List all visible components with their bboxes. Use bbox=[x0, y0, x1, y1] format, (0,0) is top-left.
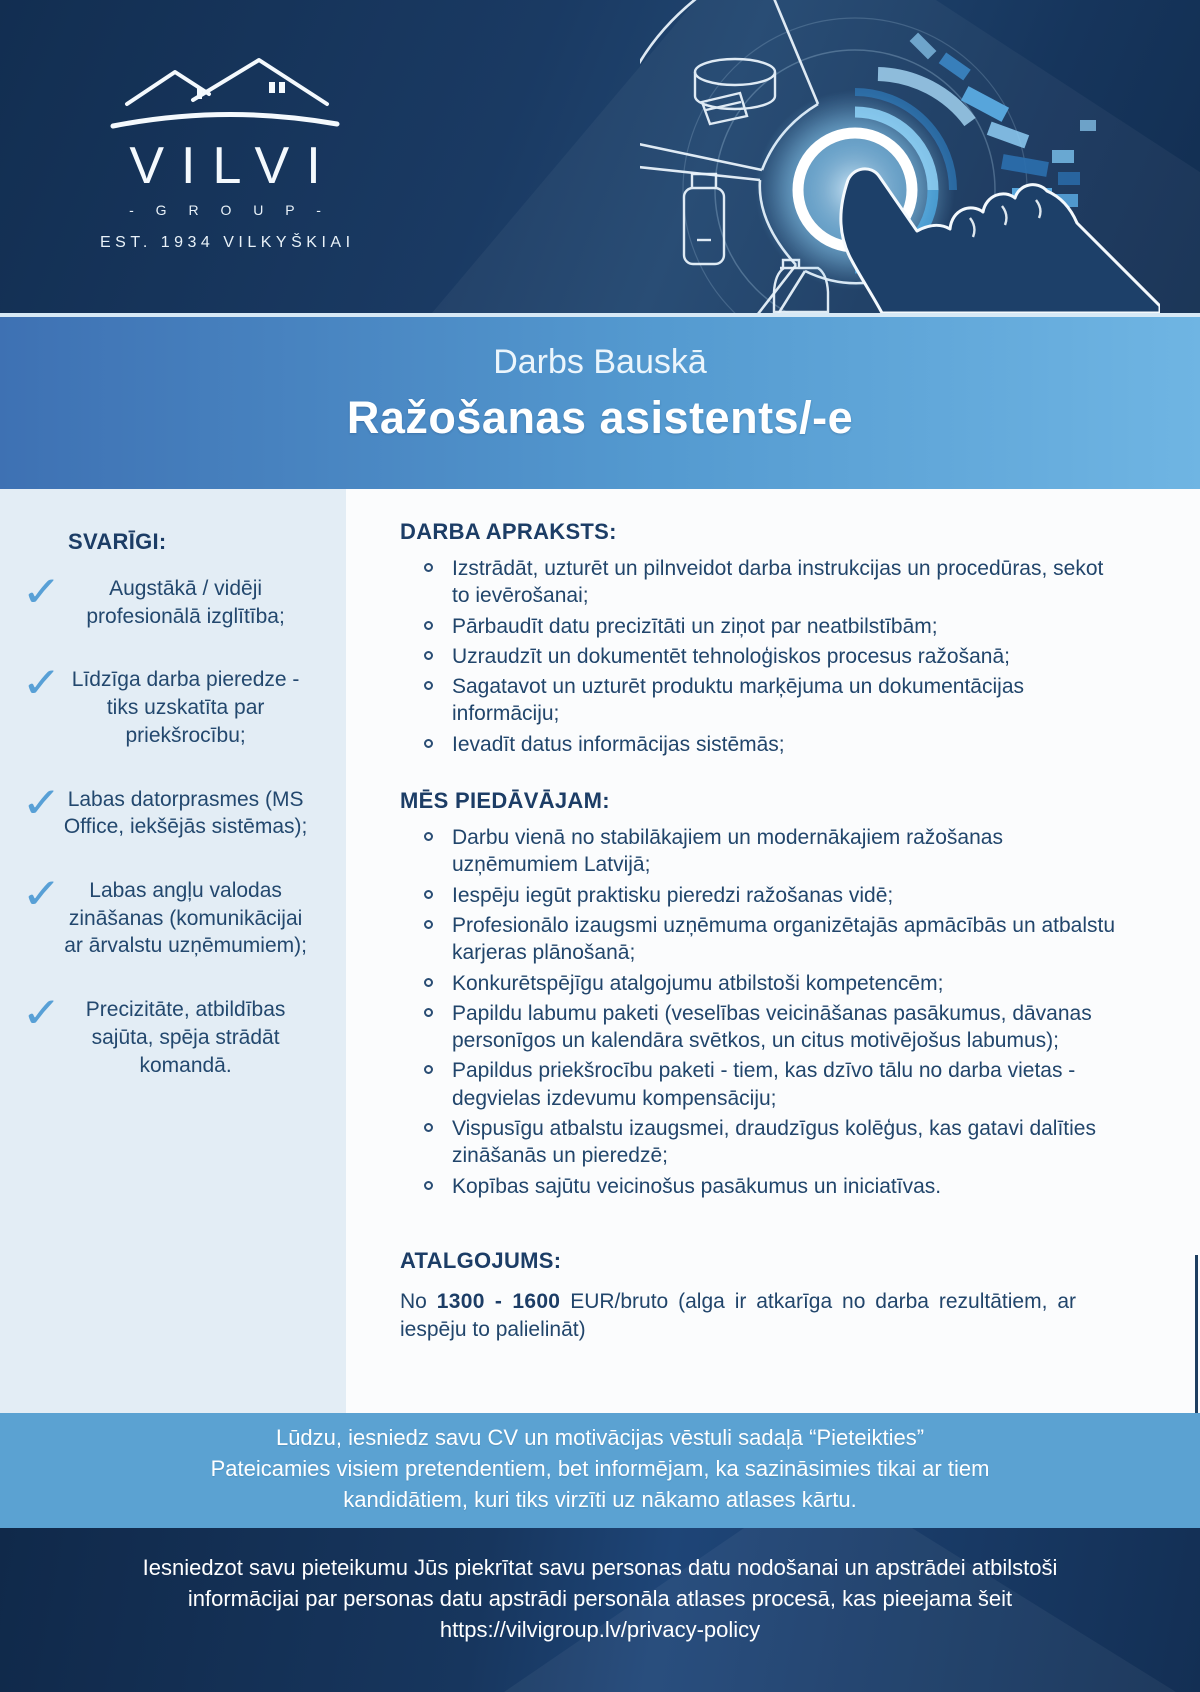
main-column bbox=[346, 489, 1200, 1413]
circle-bullet-icon bbox=[424, 739, 433, 748]
sidebar-heading: SVARĪGI: bbox=[68, 529, 167, 554]
circle-bullet-icon bbox=[424, 920, 433, 929]
list-item bbox=[418, 1057, 1130, 1112]
list-item-text: Konkurētspējīgu atalgojumu atbilstoši kompetencēm; bbox=[452, 971, 944, 995]
hero-subtitle: Darbs Bauskā bbox=[493, 343, 707, 381]
circle-bullet-icon bbox=[424, 563, 433, 572]
requirement-item bbox=[21, 659, 322, 749]
requirement-text: Labas datorprasmes (MS Office, iekšējās sistēmas); bbox=[63, 787, 308, 839]
list-item bbox=[418, 912, 1130, 967]
list-item-text: Papildu labumu paketi (veselības veicināšanas pasākumus, dāvanas personīgos un kalendāra svētkos, un citus motivējošus labumus); bbox=[452, 1001, 1092, 1053]
we-offer-list bbox=[418, 824, 1130, 1200]
requirement-item bbox=[21, 989, 322, 1079]
check-icon: ✓ bbox=[21, 870, 63, 918]
list-item-text: Vispusīgu atbalstu izaugsmei, draudzīgus kolēģus, kas gatavi dalīties zināšanās un pieredzē; bbox=[452, 1117, 1096, 1168]
requirement-text: Augstākā / vidēji profesionālā izglītība; bbox=[86, 577, 285, 628]
salary-suffix: EUR/bruto (alga ir atkarīga no darba rezultātiem, ar iespēju to palielināt) bbox=[400, 1289, 1076, 1342]
list-item-text: Ievadīt datus informācijas sistēmās; bbox=[452, 732, 785, 756]
circle-bullet-icon bbox=[424, 681, 433, 690]
list-item-text: Papildus priekšrocību paketi - tiem, kas dzīvo tālu no darba vietas - degvielas izdevumu kompensāciju; bbox=[452, 1059, 1076, 1110]
check-icon: ✓ bbox=[21, 778, 63, 826]
circle-bullet-icon bbox=[424, 651, 433, 660]
cheese-icon bbox=[695, 59, 775, 124]
circle-bullet-icon bbox=[424, 978, 433, 987]
list-item-text: Profesionālo izaugsmi uzņēmuma organizētajās apmācībās un atbalstu karjeras plānošanā; bbox=[452, 913, 1116, 965]
circle-bullet-icon bbox=[424, 1123, 433, 1132]
list-item-text: Iespēju iegūt praktisku pieredzi ražošanas vidē; bbox=[452, 883, 894, 907]
list-item bbox=[418, 970, 1130, 997]
requirement-text: Līdzīga darba pieredze - tiks uzskatīta par priekšrocību; bbox=[71, 668, 300, 747]
job-description-heading: DARBA APRAKSTS: bbox=[400, 519, 617, 544]
list-item-text: Izstrādāt, uzturēt un pilnveidot darba instrukcijas un procedūras, sekot to ievērošanai; bbox=[452, 557, 1104, 608]
job-description-list bbox=[418, 555, 1130, 758]
page-title: Ražošanas asistents/-e bbox=[346, 392, 854, 443]
list-item-text: Kopības sajūtu veicinošus pasākumus un iniciatīvas. bbox=[452, 1174, 942, 1198]
circle-bullet-icon bbox=[424, 1181, 433, 1190]
check-icon: ✓ bbox=[21, 989, 63, 1037]
job-description-section bbox=[400, 519, 1130, 758]
hero-banner bbox=[0, 317, 1200, 489]
header bbox=[0, 0, 1200, 313]
circle-bullet-icon bbox=[424, 1008, 433, 1017]
logo-roof-icon bbox=[109, 52, 341, 134]
list-item bbox=[418, 673, 1130, 728]
list-item bbox=[418, 1173, 1130, 1200]
list-item bbox=[418, 1115, 1130, 1170]
apply-line-2: Pateicamies visiem pretendentiem, bet informējam, ka sazināsimies tikai ar tiem kandidātiem, kuri tiks virzīti uz nākamo atlases kārtu. bbox=[210, 1456, 990, 1513]
apply-line-1: Lūdzu, iesniedz savu CV un motivācijas vēstuli sadaļā “Pieteikties” bbox=[275, 1425, 925, 1450]
page-edge-line bbox=[1195, 1255, 1198, 1413]
list-item-text: Uzraudzīt un dokumentēt tehnoloģiskos procesus ražošanā; bbox=[452, 644, 1010, 668]
list-item bbox=[418, 643, 1130, 670]
privacy-text bbox=[90, 1552, 1110, 1646]
requirement-item bbox=[21, 870, 322, 960]
privacy-policy-link[interactable]: https://vilvigroup.lv/privacy-policy bbox=[439, 1617, 761, 1643]
logo-brand-text: VILVI bbox=[129, 137, 338, 195]
check-icon: ✓ bbox=[21, 659, 63, 707]
list-item bbox=[418, 731, 1130, 758]
requirements-sidebar bbox=[0, 489, 346, 1413]
check-icon: ✓ bbox=[21, 568, 63, 615]
apply-banner bbox=[0, 1413, 1200, 1528]
we-offer-heading: MĒS PIEDĀVĀJAM: bbox=[400, 788, 610, 814]
salary-prefix: No bbox=[400, 1289, 427, 1313]
logo-est-text: EST. 1934 VILKYŠKIAI bbox=[99, 234, 355, 251]
circle-bullet-icon bbox=[424, 1065, 433, 1074]
vilvi-logo bbox=[95, 52, 355, 252]
salary-heading: ATALGOJUMS: bbox=[400, 1247, 562, 1273]
circle-bullet-icon bbox=[424, 832, 433, 841]
list-item bbox=[418, 882, 1130, 909]
circle-bullet-icon bbox=[424, 890, 433, 899]
list-item-text: Sagatavot un uzturēt produktu marķējuma un dokumentācijas informāciju; bbox=[452, 675, 1024, 726]
requirement-text: Labas angļu valodas zināšanas (komunikācijai ar ārvalstu uzņēmumiem); bbox=[64, 879, 307, 958]
list-item bbox=[418, 1000, 1130, 1055]
list-item-text: Darbu vienā no stabilākajiem un modernākajiem ražošanas uzņēmumiem Latvijā; bbox=[452, 826, 1003, 877]
requirement-item bbox=[21, 778, 322, 841]
we-offer-section bbox=[400, 788, 1130, 1200]
salary-range: 1300 - 1600 bbox=[436, 1289, 561, 1313]
pointing-hand bbox=[841, 169, 1160, 313]
circle-bullet-icon bbox=[424, 621, 433, 630]
requirement-item bbox=[21, 568, 322, 630]
content bbox=[0, 489, 1200, 1413]
list-item bbox=[418, 613, 1130, 640]
requirements-list bbox=[21, 568, 322, 1079]
requirement-text: Precizitāte, atbildības sajūta, spēja strādāt komandā. bbox=[85, 998, 286, 1077]
list-item bbox=[418, 555, 1130, 610]
salary-section bbox=[400, 1248, 1130, 1345]
privacy-banner bbox=[0, 1528, 1200, 1692]
touch-wheel-illustration bbox=[640, 0, 1160, 313]
list-item-text: Pārbaudīt datu precizītāti un ziņot par neatbilstībām; bbox=[452, 614, 938, 638]
salary-text bbox=[400, 1288, 1076, 1345]
logo-group-text: - G R O U P - bbox=[129, 202, 330, 218]
privacy-text-body: Iesniedzot savu pieteikumu Jūs piekrītat savu personas datu nodošanai un apstrādei atbilstoši informācijai par personas datu apstrādi personāla atlases procesā, kas pieejama šeit bbox=[142, 1555, 1058, 1612]
list-item bbox=[418, 824, 1130, 879]
